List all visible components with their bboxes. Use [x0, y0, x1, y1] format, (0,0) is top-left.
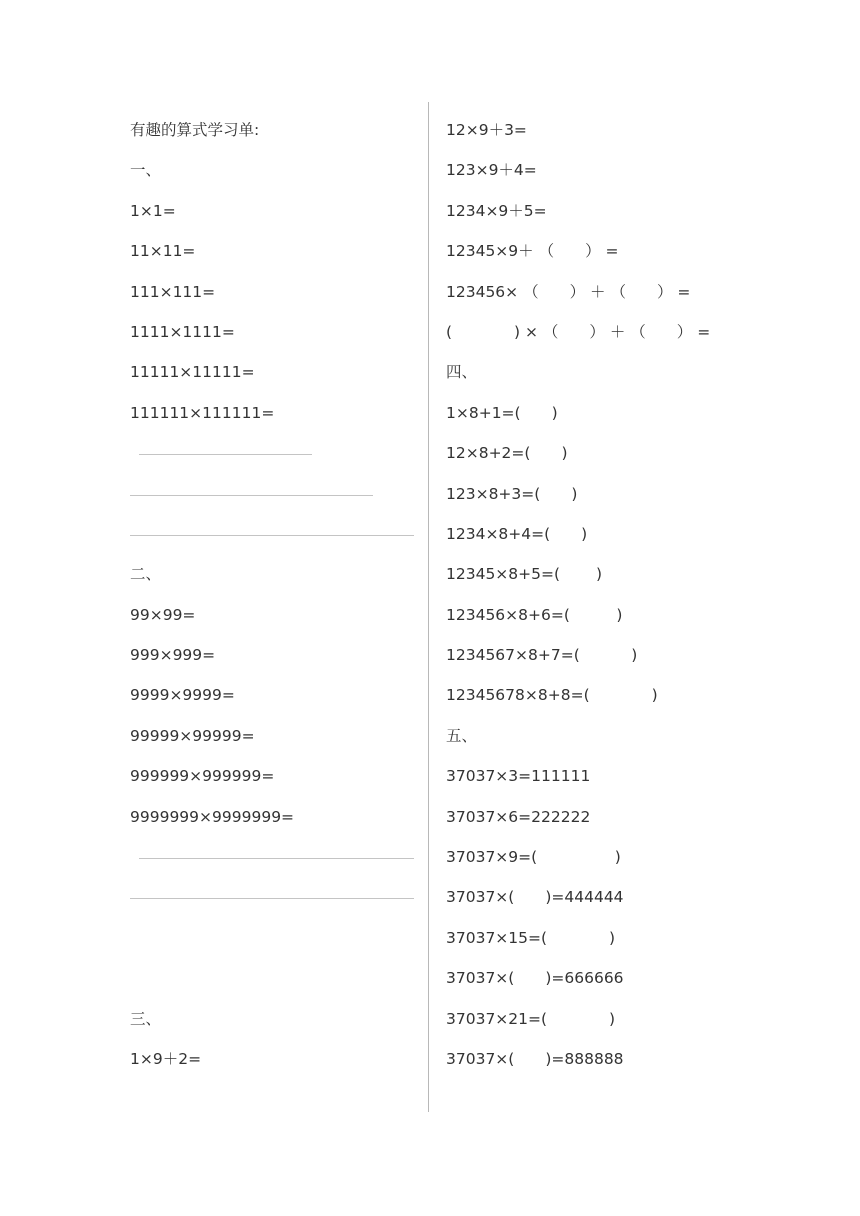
equation-line: 37037×( )=666666 — [446, 969, 624, 988]
section-1-heading: 一、 — [130, 161, 162, 180]
equation-line: 37037×21=( ) — [446, 1009, 616, 1028]
equation-line: 12×8+2=( ) — [446, 444, 568, 463]
section-5-heading: 五、 — [446, 726, 478, 745]
equation-line: 1×1= — [130, 201, 176, 220]
section-3-heading: 三、 — [130, 1009, 162, 1028]
blank-space — [130, 918, 420, 958]
equation-line: 123456×8+6=( ) — [446, 605, 623, 624]
equation-line: 37037×( )=444444 — [446, 888, 624, 907]
section-4-heading: 四、 — [446, 363, 478, 382]
equation-line: 99×99= — [130, 605, 196, 624]
equation-line: 11111×11111= — [130, 363, 255, 382]
equation-line: 1234567×8+7=( ) — [446, 646, 638, 665]
equation-line: 12×9＋3= — [446, 121, 527, 139]
answer-rule — [130, 474, 420, 514]
right-column — [446, 110, 826, 1079]
equation-line: 37037×( )=888888 — [446, 1049, 624, 1068]
column-divider — [428, 102, 429, 1112]
equation-line: ( ) × （ ） ＋ （ ） = — [446, 322, 711, 341]
equation-line: 9999999×9999999= — [130, 807, 295, 826]
equation-line: 999999×999999= — [130, 767, 275, 786]
equation-line: 123456× （ ） ＋ （ ） = — [446, 282, 691, 301]
left-column — [130, 110, 420, 1079]
equation-line: 111×111= — [130, 282, 216, 301]
equation-line: 1234×8+4=( ) — [446, 524, 588, 543]
answer-rule — [130, 433, 420, 473]
equation-line: 999×999= — [130, 646, 216, 665]
equation-line: 37037×15=( ) — [446, 928, 616, 947]
equation-line: 12345678×8+8=( ) — [446, 686, 658, 705]
equation-line: 99999×99999= — [130, 726, 255, 745]
equation-line: 12345×9＋ （ ） = — [446, 242, 619, 261]
equation-line: 1111×1111= — [130, 322, 235, 341]
equation-line: 1234×9＋5= — [446, 201, 547, 220]
equation-line: 37037×9=( ) — [446, 848, 621, 867]
equation-line: 37037×6=222222 — [446, 807, 591, 826]
equation-line: 12345×8+5=( ) — [446, 565, 603, 584]
answer-rule — [130, 837, 420, 877]
equation-line: 123×8+3=( ) — [446, 484, 578, 503]
equation-line: 1×8+1=( ) — [446, 403, 558, 422]
equation-line: 11×11= — [130, 242, 196, 261]
worksheet-title: 有趣的算式学习单: — [130, 121, 260, 139]
section-2-heading: 二、 — [130, 565, 162, 584]
equation-line: 37037×3=111111 — [446, 767, 591, 786]
answer-rule — [130, 514, 420, 554]
equation-line: 123×9＋4= — [446, 161, 537, 180]
answer-rule — [130, 877, 420, 917]
equation-line: 9999×9999= — [130, 686, 235, 705]
blank-space — [130, 958, 420, 998]
equation-line: 1×9＋2= — [130, 1049, 202, 1068]
equation-line: 111111×111111= — [130, 403, 275, 422]
